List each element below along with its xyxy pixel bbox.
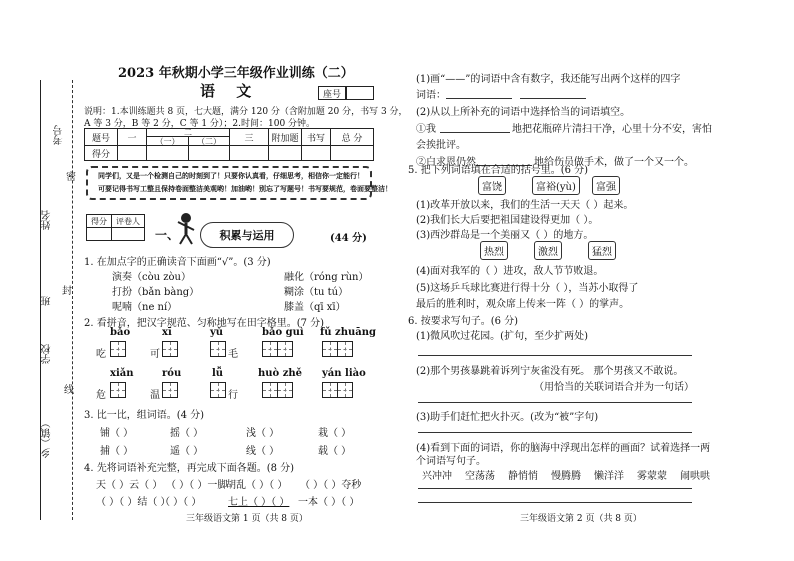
q4-r2-2[interactable]: （ ）（ ） <box>160 497 202 508</box>
binding-dash-line <box>72 80 73 520</box>
q6-word-4: 慢腾腾 <box>551 471 581 482</box>
q1-item-2b[interactable]: 糊涂（tu tú） <box>284 287 349 298</box>
seat-input[interactable] <box>346 86 374 100</box>
banner-text-2: 可要记得书写工整且保持卷面整洁美观哟！加油哟！别忘了写题号！书写要规范，卷面要整洁！ <box>98 184 392 193</box>
q5-s4[interactable]: (4)面对我军的（ ）进攻，敌人节节败退。 <box>416 266 604 277</box>
banner-text-1: 同学们，又是一个检测自己的时刻到了！只要你认真看，仔细思考，相信你一定能行！ <box>98 171 364 180</box>
q5-s3[interactable]: (3)西沙群岛是一个美丽又（ ）的地方。 <box>416 230 594 241</box>
q3-r2-2[interactable]: 遥（ ） <box>170 446 204 457</box>
q4-1a: (1)画“——”的词语中含有数字，我还能写出两个这样的四字 <box>416 74 681 85</box>
q4-2b-prefix: ②白求恩仍然 <box>416 157 476 168</box>
grader-score-input[interactable] <box>86 227 112 241</box>
q6-s2b: （用恰当的关联词语合并为一句话） <box>534 382 694 393</box>
q2-r2-grid-3[interactable] <box>210 382 226 398</box>
score-cell-3[interactable] <box>229 145 269 161</box>
q3-r2-4[interactable]: 载（ ） <box>318 446 352 457</box>
q4-2a-cont: 会挨批评。 <box>416 140 466 151</box>
q2-title: 2. 看拼音，把汉字规范、匀称地写在田字格里。(7 分) <box>84 318 325 329</box>
q2-r2-grid-4a[interactable] <box>262 382 278 398</box>
section-title-cloud <box>200 222 294 248</box>
q2-r1-pinyin-3: yǔ <box>210 327 224 338</box>
q4-2a-answer[interactable] <box>440 132 510 133</box>
q2-r2-char-2: 温 <box>150 390 160 401</box>
q5-word-2: 富裕(yù) <box>532 176 580 195</box>
seat-label: 座号 <box>318 86 346 100</box>
q2-r1-char-3: 毛 <box>228 349 238 360</box>
q2-r1-grid-1[interactable] <box>110 341 126 357</box>
section-title: 积累与运用 <box>219 229 275 242</box>
q2-r2-char-3: 行 <box>228 390 238 401</box>
q2-r2-grid-1[interactable] <box>110 382 126 398</box>
q2-r2-grid-5a[interactable] <box>322 382 338 398</box>
score-h-3: 三 <box>229 128 269 146</box>
q3-r1-3[interactable]: 浅（ ） <box>246 428 280 439</box>
binding-xuexiao: 学校 <box>42 344 53 364</box>
q2-r2-pinyin-1: xiǎn <box>110 368 134 379</box>
q4-r2-3[interactable]: 七上（ ）（ ） <box>228 497 290 508</box>
q5-s5a[interactable]: (5)这场乒乓球比赛进行得十分（ ），当苏小取得了 <box>416 283 639 294</box>
q4-r1-1[interactable]: 天（ ）云（ ） <box>96 480 163 491</box>
q4-2: (2)从以上所补充的词语中选择恰当的词语填空。 <box>416 107 631 118</box>
q2-r2-pinyin-5: yán liào <box>322 368 366 379</box>
q6-s4b: 个词语写句子。 <box>416 456 486 467</box>
q2-r1-char-1: 吃 <box>96 349 106 360</box>
q6-word-7: 闹哄哄 <box>680 471 710 482</box>
encouragement-banner <box>86 166 392 200</box>
score-h-2: 二 <box>146 128 230 137</box>
q1-item-1b[interactable]: 融化（róng rùn） <box>284 272 369 283</box>
q3-r1-1[interactable]: 铺（ ） <box>100 428 134 439</box>
q1-item-1a[interactable]: 演奏（còu zòu） <box>112 272 191 283</box>
q4-2a-suffix: 地把花瓶碎片清扫干净，心里十分不安，害怕 <box>512 124 712 135</box>
score-h-2b: （二） <box>188 136 230 146</box>
q1-item-3b[interactable]: 膝盖（qī xī） <box>284 302 346 313</box>
q6-s4-answer-1[interactable] <box>418 488 692 489</box>
score-h-fujia: 附加题 <box>268 128 302 146</box>
q5-word-4: 热烈 <box>480 241 508 260</box>
binding-mi: 密 <box>66 172 76 183</box>
q6-word-2: 空荡荡 <box>465 471 495 482</box>
q2-r2-grid-4b[interactable] <box>277 382 293 398</box>
score-cell-1[interactable] <box>117 145 147 161</box>
q1-item-3a[interactable]: 呢喃（ne ní） <box>112 302 178 313</box>
score-h-shuxie: 书写 <box>301 128 331 146</box>
binding-kaohao: 考号 <box>54 125 65 145</box>
grader-name-label: 评卷人 <box>111 214 145 228</box>
q4-r2-1[interactable]: （ ）（ ）结（ ） <box>96 497 171 508</box>
q4-2a-prefix: ①我 <box>416 124 436 135</box>
q2-r1-pinyin-4: bǎo guì <box>262 327 304 338</box>
binding-feng: 封 <box>62 286 72 297</box>
score-cell-fujia[interactable] <box>268 145 302 161</box>
binding-xiang: 乡（镇） <box>42 418 53 458</box>
q2-r1-grid-2[interactable] <box>162 341 178 357</box>
q2-r1-grid-5a[interactable] <box>322 341 338 357</box>
section-number: 一、 <box>155 228 180 242</box>
score-cell-2a[interactable] <box>146 145 189 161</box>
q1-item-2a[interactable]: 打扮（bǎn bàng） <box>112 287 200 298</box>
page-title: 2023 年秋期小学三年级作业训练（二） <box>118 66 354 81</box>
q6-s2a: (2)那个男孩暴跳着诉列宁灰雀没有死。 那个男孩又不敢说。 <box>416 366 684 377</box>
score-h-tihao: 题号 <box>84 128 118 146</box>
instructions-line-2: A 等 3 分，B 等 2 分，C 等 1 分）；2.时间：100 分钟。 <box>84 119 316 129</box>
q3-r2-1[interactable]: 捕（ ） <box>100 446 134 457</box>
q6-s2-answer[interactable] <box>418 402 692 403</box>
q4-r1-2[interactable]: （ ）（ ）一脚 <box>166 480 228 491</box>
q6-s3: (3)助手们赶忙把火扑灭。(改为“被”字句) <box>416 412 599 423</box>
score-r-defen: 得分 <box>84 145 118 161</box>
q6-s4-answer-2[interactable] <box>418 502 692 503</box>
q5-word-1: 富饶 <box>478 176 506 195</box>
score-h-total: 总 分 <box>330 128 374 146</box>
q3-r1-2[interactable]: 摇（ ） <box>170 428 204 439</box>
q2-r1-pinyin-1: bǎo <box>110 327 131 338</box>
binding-ban: 班 <box>42 296 53 306</box>
q4-2b-suffix: 地给伤员做手术，做了一个又一个。 <box>534 157 694 168</box>
q3-r2-3[interactable]: 线（ ） <box>246 446 280 457</box>
score-h-2a: （一） <box>146 136 189 146</box>
right-page-footer: 三年级语文第 2 页（共 8 页） <box>520 514 642 524</box>
grader-name-input[interactable] <box>111 227 145 241</box>
q6-word-1: 兴冲冲 <box>422 471 452 482</box>
binding-xingming: 姓名 <box>42 210 53 230</box>
q6-title: 6. 按要求写句子。(6 分) <box>408 316 519 327</box>
q5-word-5: 激烈 <box>534 241 562 260</box>
q2-r2-char-1: 危 <box>96 390 106 401</box>
grader-score-label: 得分 <box>86 214 112 228</box>
q6-s1-answer[interactable] <box>418 355 692 356</box>
q2-r1-grid-5b[interactable] <box>337 341 353 357</box>
q4-1b: 词语： <box>416 90 446 101</box>
q3-title: 3. 比一比，组词语。(4 分) <box>84 410 205 421</box>
q2-r2-pinyin-4: huò zhě <box>258 368 303 379</box>
q4-title: 4. 先将词语补充完整，再完成下面各题。(8 分) <box>84 463 295 474</box>
q2-r2-pinyin-3: lǚ <box>212 368 224 379</box>
section-points: (44 分) <box>330 233 367 244</box>
q4-r2-4[interactable]: 一本（ ）（ ） <box>298 497 360 508</box>
score-cell-2b[interactable] <box>188 145 230 161</box>
student-figure-icon <box>176 212 196 250</box>
left-page-footer: 三年级语文第 1 页（共 8 页） <box>186 514 308 524</box>
binding-xian: 线 <box>64 385 74 396</box>
score-cell-shuxie[interactable] <box>301 145 331 161</box>
q4-r1-4[interactable]: （ ）（ ）夺秒 <box>300 480 362 491</box>
q6-word-3: 静悄悄 <box>508 471 538 482</box>
score-h-1: 一 <box>117 128 147 146</box>
q2-r1-pinyin-5: fǔ zhuāng <box>320 327 377 338</box>
q1-title: 1. 在加点字的正确读音下面画“√”。(3 分) <box>84 257 271 268</box>
q2-r1-pinyin-2: xī <box>162 327 172 338</box>
q3-r1-4[interactable]: 栽（ ） <box>318 428 352 439</box>
q2-r1-grid-3[interactable] <box>210 341 226 357</box>
q6-s4a: (4)看到下面的词语，你的脑海中浮现出怎样的画面？试着选择一两 <box>416 443 711 454</box>
q2-r2-grid-2[interactable] <box>162 382 178 398</box>
q5-word-3: 富强 <box>592 176 620 195</box>
q5-s2[interactable]: (2)我们长大后要把祖国建设得更加（ ）。 <box>416 215 599 226</box>
q4-1-answer-2[interactable] <box>520 98 586 99</box>
q2-r1-char-2: 可 <box>150 349 160 360</box>
score-cell-total[interactable] <box>330 145 374 161</box>
q4-r1-3[interactable]: 胡乱（ ）（ ） <box>226 480 288 491</box>
q5-s5b[interactable]: 最后的胜利时，观众席上传来一阵（ ）的掌声。 <box>416 299 630 310</box>
subject-title: 语 文 <box>200 82 260 100</box>
q6-s1: (1)微风吹过花园。(扩句，至少扩两处) <box>416 331 588 342</box>
q6-word-5: 懒洋洋 <box>594 471 624 482</box>
instructions-line-1: 说明：1.本训练题共 8 页，七大题，满分 120 分（含附加题 20 分，书写 3 分， <box>84 107 408 117</box>
q5-s1[interactable]: (1)改革开放以来，我们的生活一天天（ ）起来。 <box>416 200 634 211</box>
q6-word-6: 雾蒙蒙 <box>637 471 667 482</box>
q4-1-answer-1[interactable] <box>446 98 512 99</box>
q2-r2-pinyin-2: róu <box>162 368 182 379</box>
q5-word-6: 猛烈 <box>588 241 616 260</box>
q6-s3-answer[interactable] <box>418 432 692 433</box>
q5-title: 5. 把下列词语填在合适的括号里。(6 分) <box>408 165 589 176</box>
q2-r2-grid-5b[interactable] <box>337 382 353 398</box>
q2-r1-grid-4a[interactable] <box>262 341 278 357</box>
q2-r1-grid-4b[interactable] <box>277 341 293 357</box>
